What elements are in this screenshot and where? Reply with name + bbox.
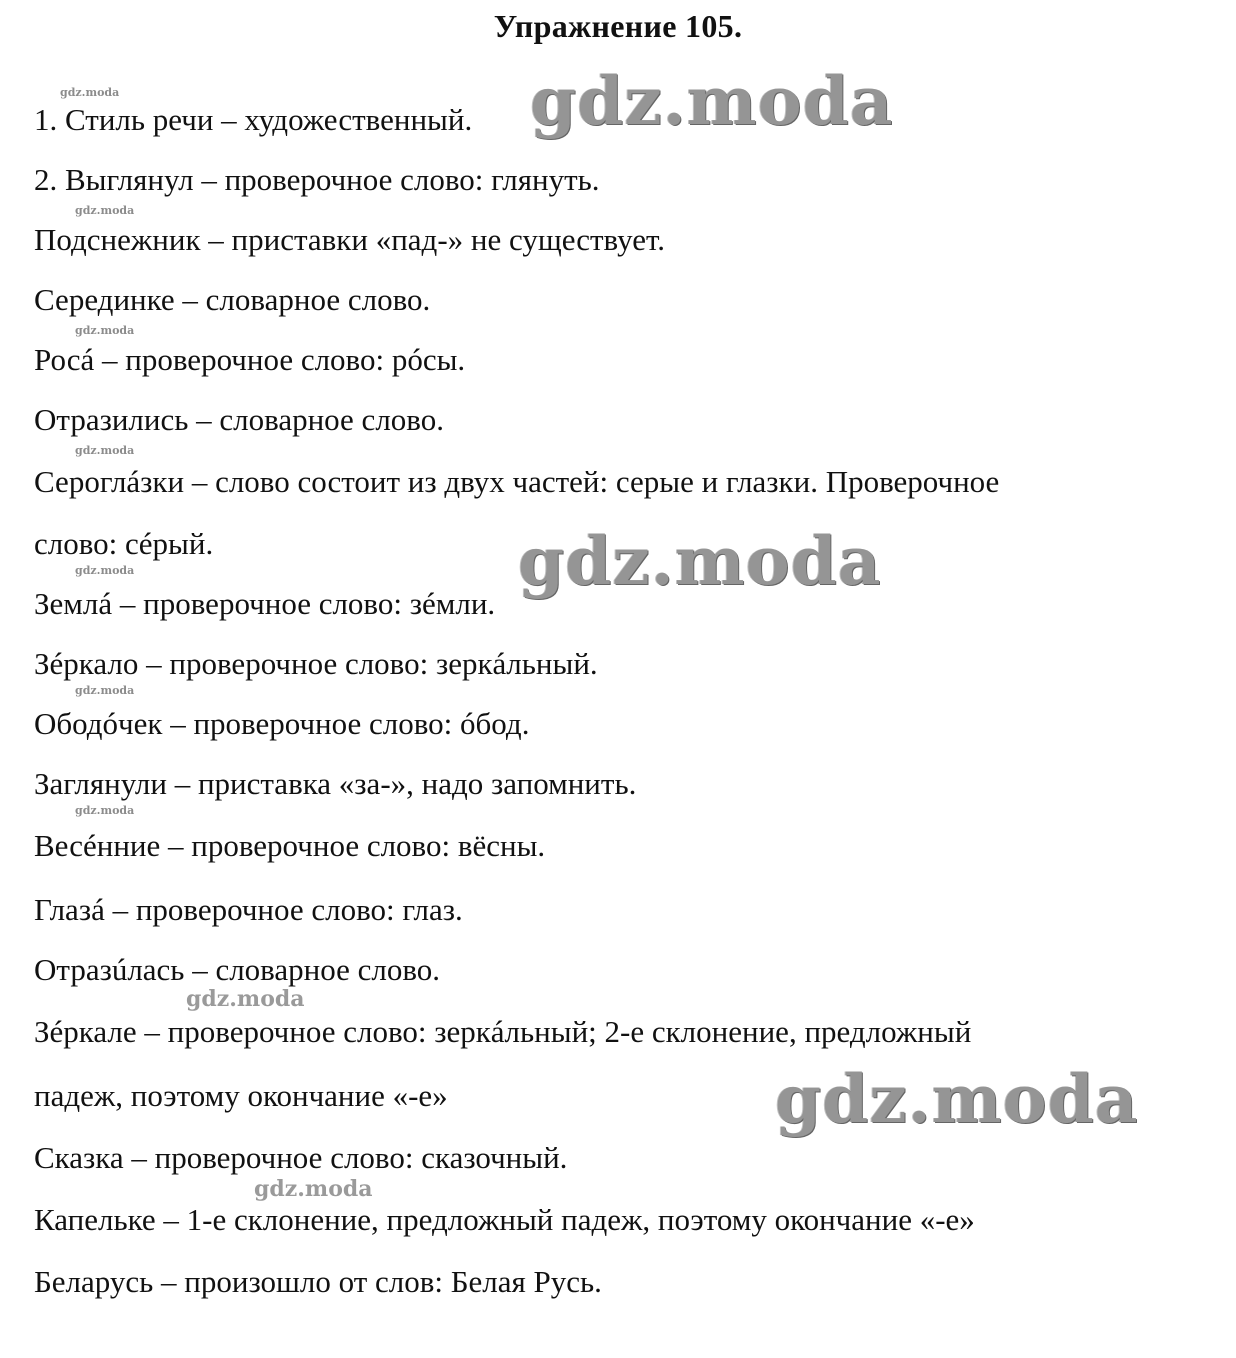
text-line: Зéркале – проверочное слово: зеркáльный; 2-е склонение, предложный [34,1014,972,1049]
watermark-logo: gdz.moda [254,1176,373,1202]
text-line: Отразúлась – словарное слово. [34,952,441,987]
text-line: Землá – проверочное слово: зéмли. [34,586,496,621]
text-line: Беларусь – произошло от слов: Белая Русь. [34,1264,602,1299]
watermark-logo: gdz.moda [75,444,135,457]
text-line: Подснежник – приставки «пад-» не существует. [34,222,665,257]
text-line: Отразились – словарное слово. [34,402,444,437]
text-line: 2. Выглянул – проверочное слово: глянуть. [34,162,600,197]
text-line: Сказка – проверочное слово: сказочный. [34,1140,568,1175]
text-line: падеж, поэтому окончание «-е» [34,1078,448,1113]
watermark-logo: gdz.moda [60,86,120,99]
text-line: Серединке – словарное слово. [34,282,431,317]
watermark-logo: gdz.moda [75,564,135,577]
text-line: Заглянули – приставка «за-», надо запомнить. [34,766,637,801]
watermark-logo: gdz.moda [75,324,135,337]
watermark-logo: gdz.moda [530,62,894,140]
watermark-logo: gdz.moda [186,986,305,1012]
watermark-logo: gdz.moda [75,804,135,817]
text-line: Капельке – 1-е склонение, предложный падеж, поэтому окончание «-е» [34,1202,975,1237]
text-line: Сероглáзки – слово состоит из двух частей: серые и глазки. Проверочное [34,464,1000,499]
text-line: 1. Стиль речи – художественный. [34,102,473,137]
watermark-logo: gdz.moda [518,522,882,600]
watermark-logo: gdz.moda [75,204,135,217]
text-line: Глазá – проверочное слово: глаз. [34,892,463,927]
text-line: Ободóчек – проверочное слово: óбод. [34,706,530,741]
text-line: Росá – проверочное слово: рóсы. [34,342,466,377]
text-line: Зéркало – проверочное слово: зеркáльный. [34,646,598,681]
watermark-logo: gdz.moda [75,684,135,697]
text-line: слово: сéрый. [34,526,214,561]
page-title: Упражнение 105. [493,8,743,44]
text-line: Весéнние – проверочное слово: вёсны. [34,828,546,863]
watermark-logo: gdz.moda [775,1060,1139,1138]
